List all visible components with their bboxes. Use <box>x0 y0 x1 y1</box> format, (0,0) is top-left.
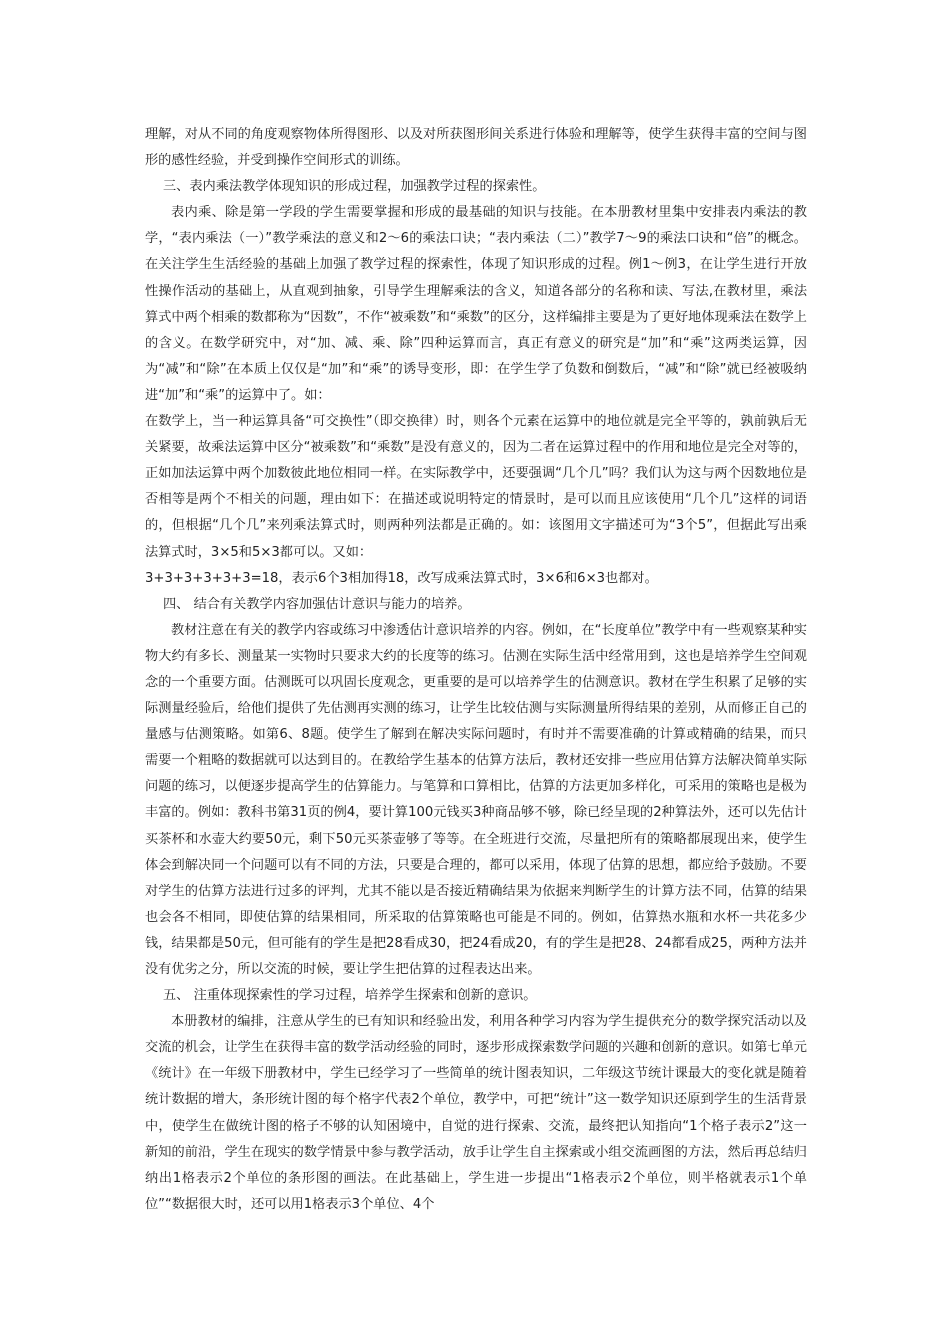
paragraph-exploration: 本册教材的编排，注意从学生的已有知识和经验出发，利用各种学习内容为学生提供充分的数学探究活动以及交流的机会，让学生在获得丰富的数学活动经验的同时，逐步形成探索数学问题的兴趣和创新的意识。如第七单元《统计》在一年级下册教材中，学生已经学习了一些简单的统计图表知识，二年级这节统计课最大的变化就是随着统计数据的增大，条形统计图的每个格字代表2个单位，教学中，可把“统计”这一数学知识还原到学生的生活背景中，使学生在做统计图的格子不够的认知困境中，自觉的进行探索、交流，最终把认知指向“1个格子表示2”这一新知的前沿，学生在现实的数学情景中参与教学活动，放手让学生自主探索或小组交流画图的方法，然后再总结归纳出1格表示2个单位的条形图的画法。在此基础上，学生进一步提出“1格表示2个单位，则半格就表示1个单位”“数据很大时，还可以用1格表示3个单位、4个 <box>145 1014 807 1212</box>
document-body <box>145 122 807 1218</box>
paragraph-estimation: 教材注意在有关的教学内容或练习中渗透估计意识培养的内容。例如，在“长度单位”教学中有一些观察某种实物大约有多长、测量某一实物时只要求大约的长度等的练习。估测在实际生活中经常用到，这也是培养学生空间观念的一个重要方面。估测既可以巩固长度观念，更重要的是可以培养学生的估测意识。教材在学生积累了足够的实际测量经验后，给他们提供了先估测再实测的练习，让学生比较估测与实际测量所得结果的差别，从而修正自己的量感与估测策略。如第6、8题。使学生了解到在解决实际问题时，有时并不需要准确的计算或精确的结果，而只需要一个粗略的数据就可以达到目的。在教给学生基本的估算方法后，教材还安排一些应用估算方法解决简单实际问题的练习，以便逐步提高学生的估算能力。与笔算和口算相比，估算的方法更加多样化，可采用的策略也是极为丰富的。例如：教科书第31页的例4，要计算100元钱买3种商品够不够，除已经呈现的2种算法外，还可以先估计买茶杯和水壶大约要50元，剩下50元买茶壶够了等等。在全班进行交流，尽量把所有的策略都展现出来，使学生体会到解决同一个问题可以有不同的方法，只要是合理的，都可以采用，体现了估算的思想，都应给予鼓励。不要对学生的估算方法进行过多的评判，尤其不能以是否接近精确结果为依据来判断学生的计算方法不同，估算的结果也会各不相同，即使估算的结果相同，所采取的估算策略也可能是不同的。例如，估算热水瓶和水杯一共花多少钱，结果都是50元，但可能有的学生是把28看成30，把24看成20，有的学生是把28、24都看成25，两种方法并没有优劣之分，所以交流的时候，要让学生把估算的过程表达出来。 <box>145 622 807 977</box>
section-heading-3: 三、表内乘法教学体现知识的形成过程，加强教学过程的探索性。 <box>163 179 546 195</box>
paragraph-equation-example: 3+3+3+3+3+3=18，表示6个3相加得18，改写成乘法算式时，3×6和6×3也都对。 <box>145 570 658 586</box>
section-heading-4: 四、 结合有关教学内容加强估计意识与能力的培养。 <box>163 596 471 612</box>
paragraph-continuation: 理解，对从不同的角度观察物体所得图形、以及对所获图形间关系进行体验和理解等，使学生获得丰富的空间与图形的感性经验，并受到操作空间形式的训练。 <box>145 127 807 169</box>
section-heading-5: 五、 注重体现探索性的学习过程，培养学生探索和创新的意识。 <box>163 988 537 1004</box>
paragraph-commutativity: 在数学上，当一种运算具备“可交换性”（即交换律）时，则各个元素在运算中的地位就是完全平等的，孰前孰后无关紧要，故乘法运算中区分“被乘数”和“乘数”是没有意义的，因为二者在运算过程中的作用和地位是完全对等的，正如加法运算中两个加数彼此地位相同一样。在实际教学中，还要强调“几个几”吗？我们认为这与两个因数地位是否相等是两个不相关的问题，理由如下：在描述或说明特定的情景时，是可以而且应该使用“几个几”这样的词语的，但根据“几个几”来列乘法算式时，则两种列法都是正确的。如：该图用文字描述可为“3个5”，但据此写出乘法算式时，3×5和5×3都可以。又如： <box>145 414 807 560</box>
paragraph-multiplication-table: 表内乘、除是第一学段的学生需要掌握和形成的最基础的知识与技能。在本册教材里集中安排表内乘法的教学，“表内乘法（一）”教学乘法的意义和2～6的乘法口诀；“表内乘法（二）”教学7～9的乘法口诀和“倍”的概念。在关注学生生活经验的基础上加强了教学过程的探索性，体现了知识形成的过程。例1～例3，在让学生进行开放性操作活动的基础上，从直观到抽象，引导学生理解乘法的含义，知道各部分的名称和读、写法,在教材里，乘法算式中两个相乘的数都称为“因数”，不作“被乘数”和“乘数”的区分，这样编排主要是为了更好地体现乘法在数学上的含义。在数学研究中，对“加、减、乘、除”四种运算而言，真正有意义的研究是“加”和“乘”这两类运算，因为“减”和“除”在本质上仅仅是“加”和“乘”的诱导变形，即：在学生学了负数和倒数后，“减”和“除”就已经被吸纳进“加”和“乘”的运算中了。如： <box>145 205 807 403</box>
